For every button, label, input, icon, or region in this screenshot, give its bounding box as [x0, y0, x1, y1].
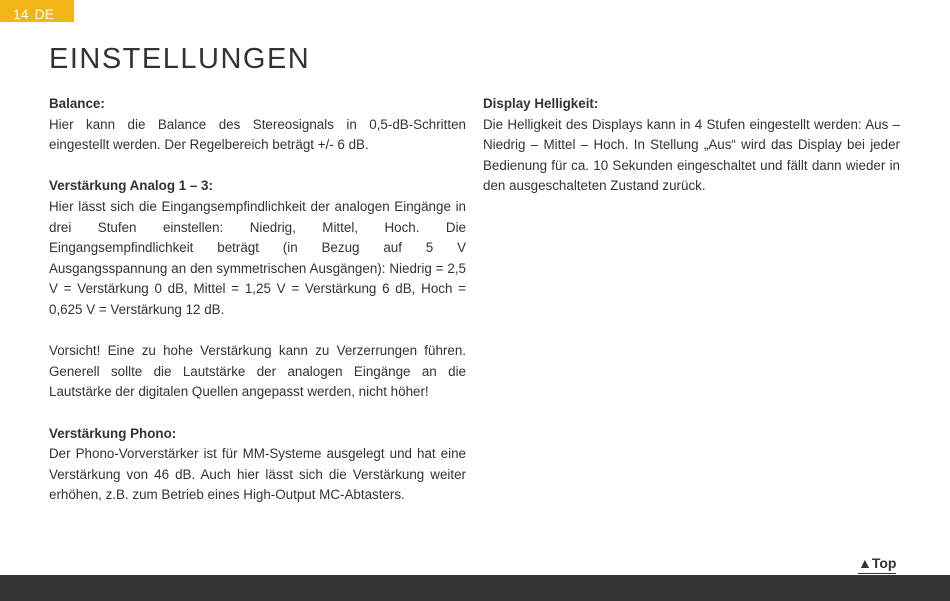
analog-gain-heading: Verstärkung Analog 1 – 3: — [49, 178, 213, 194]
warning-section — [49, 341, 466, 403]
phono-gain-heading: Verstärkung Phono: — [49, 425, 177, 441]
phono-gain-section — [49, 424, 466, 506]
page-badge — [0, 0, 74, 22]
display-brightness-text: Die Helligkeit des Displays kann in 4 Stufen eingestellt werden: Aus – Niedrig – Mittel – Hoch. In Stellung „Aus“ wird das Display bei jeder Bedienung für ca. 10 Sekunden eingeschaltet und fällt dann wieder in den ausgeschalteten Zustand zurück. — [483, 116, 900, 194]
phono-gain-text: Der Phono-Vorverstärker ist für MM-Systeme ausgelegt und hat eine Verstärkung von 46 dB. Auch hier lässt sich die Verstärkung weiter erhöhen, z.B. zum Betrieb eines High-Output MC-Abtasters. — [49, 446, 466, 503]
page-title: EINSTELLUNGEN — [49, 43, 311, 75]
display-brightness-heading: Display Helligkeit: — [483, 96, 599, 111]
language-code: DE — [34, 6, 55, 22]
back-to-top-link[interactable] — [858, 554, 896, 574]
right-column — [483, 94, 900, 197]
analog-gain-section — [49, 176, 466, 320]
top-link-label: Top — [871, 555, 897, 571]
display-brightness-section — [483, 94, 900, 197]
up-triangle-icon: ▲ — [858, 555, 872, 571]
left-column — [49, 94, 466, 506]
footer-bar — [0, 575, 950, 601]
balance-text: Hier kann die Balance des Stereosignals in 0,5-dB-Schritten eingestellt werden. Der Regelbereich beträgt +/- 6 dB. — [49, 116, 466, 153]
warning-text: Vorsicht! Eine zu hohe Verstärkung kann zu Verzerrungen führen. Generell sollte die Lautstärke der analogen Eingänge an die Lautstärke der digitalen Quellen angepasst werden, nicht höher! — [49, 343, 466, 400]
analog-gain-text: Hier lässt sich die Eingangsempfindlichkeit der analogen Eingänge in drei Stufen einstellen: Niedrig, Mittel, Hoch. Die Eingangsempfindlichkeit beträgt (in Bezug auf 5 V Ausgangsspannung an den symmetrischen Ausgängen): Niedrig = 2,5 V = Verstärkung 0 dB, Mittel = 1,25 V = Verstärkung 6 dB, Hoch = 0,625 V = Verstärkung 12 dB. — [49, 198, 466, 317]
page-number: 14 — [13, 6, 29, 22]
balance-section — [49, 94, 466, 156]
balance-heading: Balance: — [49, 96, 105, 111]
